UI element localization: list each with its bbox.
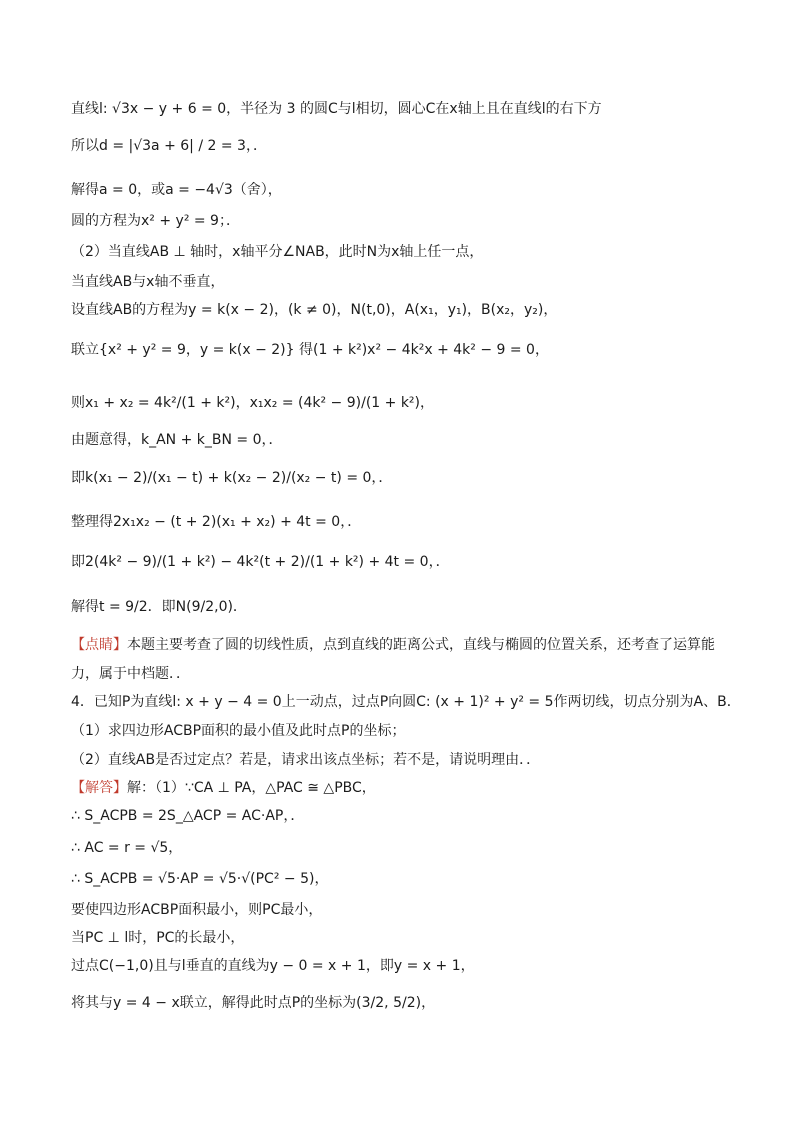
solution-line-11: 即k(x₁ − 2)/(x₁ − t) + k(x₂ − 2)/(x₂ − t) = 0，．	[71, 470, 393, 486]
solution-line-1: 直线l: √3x − y + 6 = 0，半径为 3 的圆C与l相切，圆心C在x轴上且在直线l的右下方	[71, 101, 602, 117]
comment-tag: 【点睛】	[71, 637, 127, 653]
solution-line-6: 当直线AB与x轴不垂直，	[71, 274, 225, 290]
answer-line-2: ∴ S_ACPB = 2S_△ACP = AC·AP，．	[71, 808, 305, 824]
solution-line-9: 则x₁ + x₂ = 4k²/(1 + k²)，x₁x₂ = (4k² − 9)/(1 + k²)，	[71, 395, 434, 411]
answer-line-1	[71, 778, 376, 798]
answer-line-4: ∴ S_ACPB = √5·AP = √5·√(PC² − 5)，	[71, 871, 329, 887]
problem-question-1: （1）求四边形ACBP面积的最小值及此时点P的坐标；	[71, 723, 406, 739]
solution-line-10: 由题意得，k_AN + k_BN = 0，．	[71, 432, 283, 448]
solution-line-8: 联立{x² + y² = 9，y = k(x − 2)} 得(1 + k²)x² − 4k²x + 4k² − 9 = 0，	[71, 342, 549, 358]
solution-line-5: （2）当直线AB ⊥ 轴时，x轴平分∠NAB，此时N为x轴上任一点，	[71, 244, 484, 260]
answer-line-3: ∴ AC = r = √5，	[71, 840, 183, 856]
problem-stem-text: 已知P为直线l: x + y − 4 = 0上一动点，过点P向圆C: (x + 1)² + y² = 5作两切线，切点分别为A、B．	[93, 694, 741, 710]
solution-line-2: 所以d = |√3a + 6| / 2 = 3，．	[71, 138, 267, 154]
comment-line-1	[71, 635, 715, 655]
solution-line-12: 整理得2x₁x₂ − (t + 2)(x₁ + x₂) + 4t = 0，．	[71, 514, 362, 530]
comment-text-1: 本题主要考查了圆的切线性质，点到直线的距离公式，直线与椭圆的位置关系，还考查了运算能	[127, 637, 715, 653]
solution-line-7: 设直线AB的方程为y = k(x − 2)，(k ≠ 0)，N(t,0)，A(x₁，y₁)，B(x₂，y₂)，	[71, 302, 558, 318]
comment-line-2: 力，属于中档题．．	[71, 666, 190, 682]
answer-line-5: 要使四边形ACBP面积最小，则PC最小，	[71, 902, 323, 918]
answer-line-8: 将其与y = 4 − x联立，解得此时点P的坐标为(3/2, 5/2)，	[71, 995, 436, 1011]
solution-line-13: 即2(4k² − 9)/(1 + k²) − 4k²(t + 2)/(1 + k²) + 4t = 0，．	[71, 554, 450, 570]
solution-line-4: 圆的方程为x² + y² = 9；．	[71, 213, 240, 229]
problem-number: 4．	[71, 694, 94, 710]
solution-line-14: 解得t = 9/2．即N(9/2,0)．	[71, 599, 247, 615]
answer-line-7: 过点C(−1,0)且与l垂直的直线为y − 0 = x + 1，即y = x + 1，	[71, 958, 475, 974]
answer-first-text: 解：（1）∵CA ⊥ PA，△PAC ≅ △PBC，	[127, 780, 376, 796]
problem-question-2: （2）直线AB是否过定点？若是，请求出该点坐标；若不是，请说明理由．．	[71, 752, 541, 768]
solution-line-3: 解得a = 0，或a = −4√3（舍），	[71, 182, 282, 198]
problem-stem	[71, 692, 741, 712]
answer-tag: 【解答】	[71, 780, 127, 796]
answer-line-6: 当PC ⊥ l时，PC的长最小，	[71, 930, 245, 946]
